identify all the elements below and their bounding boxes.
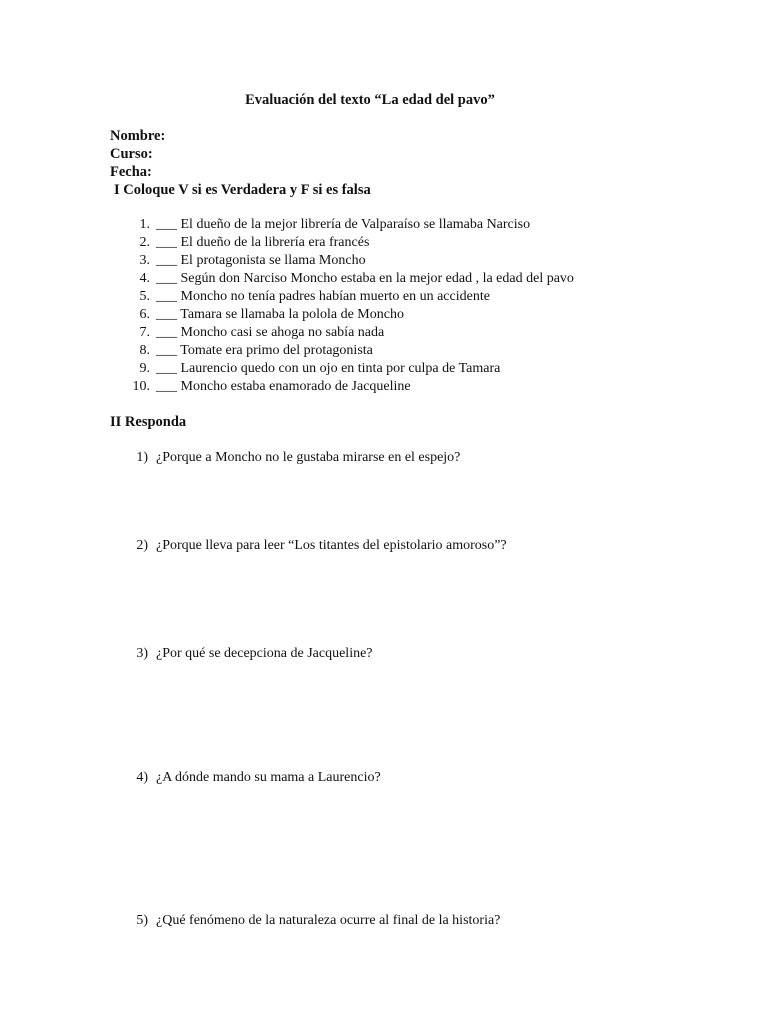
- section-2-heading: II Responda: [110, 414, 187, 430]
- list-item-number: 9.: [139, 361, 150, 376]
- list-item-number: 8.: [139, 343, 150, 358]
- list-item-text: ___ El dueño de la mejor librería de Valparaíso se llamaba Narciso: [156, 217, 531, 232]
- list-item-text: ___ Moncho estaba enamorado de Jacqueline: [156, 379, 411, 394]
- question-text: ¿A dónde mando su mama a Laurencio?: [156, 770, 381, 785]
- question-text: ¿Porque lleva para leer “Los titantes del epistolario amoroso”?: [156, 538, 507, 553]
- list-item-text: ___ Tamara se llamaba la polola de Moncho: [156, 307, 404, 322]
- list-item-number: 5.: [139, 289, 150, 304]
- question-number: 1): [136, 450, 148, 465]
- list-item-number: 7.: [139, 325, 150, 340]
- question-number: 2): [136, 538, 148, 553]
- list-item-text: ___ Tomate era primo del protagonista: [156, 343, 373, 358]
- question-text: ¿Qué fenómeno de la naturaleza ocurre al final de la historia?: [156, 913, 501, 928]
- list-item-number: 10.: [132, 379, 150, 394]
- list-item-text: ___ Según don Narciso Moncho estaba en la mejor edad , la edad del pavo: [156, 271, 574, 286]
- question-number: 4): [136, 770, 148, 785]
- list-item-text: ___ Moncho casi se ahoga no sabía nada: [156, 325, 385, 340]
- question-text: ¿Porque a Moncho no le gustaba mirarse en el espejo?: [156, 450, 461, 465]
- question-text: ¿Por qué se decepciona de Jacqueline?: [156, 646, 373, 661]
- field-nombre-label: Nombre:: [110, 128, 166, 144]
- list-item-number: 1.: [139, 217, 150, 232]
- list-item-number: 2.: [139, 235, 150, 250]
- list-item-number: 3.: [139, 253, 150, 268]
- list-item-text: ___ Moncho no tenía padres habían muerto en un accidente: [156, 289, 490, 304]
- question-number: 5): [136, 913, 148, 928]
- list-item-text: ___ Laurencio quedo con un ojo en tinta por culpa de Tamara: [156, 361, 501, 376]
- list-item-text: ___ El protagonista se llama Moncho: [156, 253, 366, 268]
- field-fecha-label: Fecha:: [110, 164, 152, 180]
- list-item-number: 4.: [139, 271, 150, 286]
- question-number: 3): [136, 646, 148, 661]
- field-curso-label: Curso:: [110, 146, 153, 162]
- list-item-text: ___ El dueño de la librería era francés: [156, 235, 370, 250]
- list-item-number: 6.: [139, 307, 150, 322]
- section-1-heading: I Coloque V si es Verdadera y F si es falsa: [114, 182, 371, 198]
- document-title: Evaluación del texto “La edad del pavo”: [245, 92, 495, 108]
